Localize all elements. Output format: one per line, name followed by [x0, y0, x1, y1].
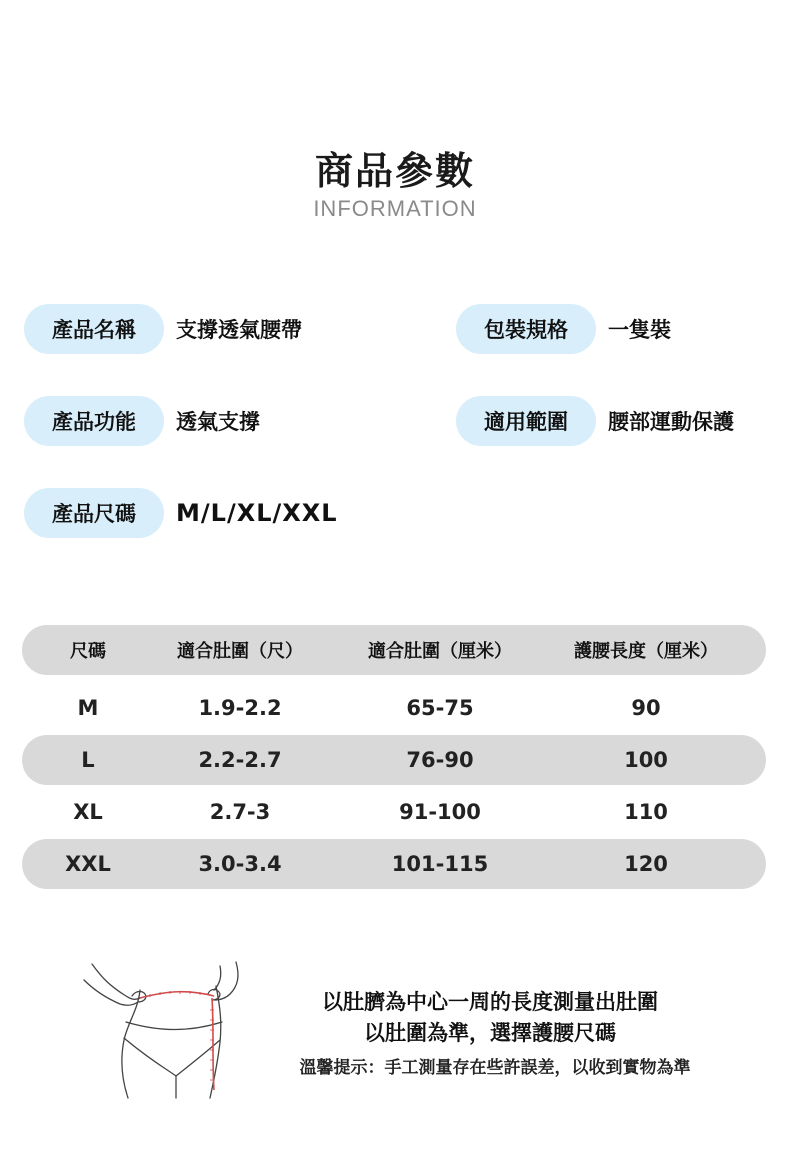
table-cell: 2.7-3 — [209, 800, 271, 824]
table-cell: 1.9-2.2 — [198, 696, 282, 720]
table-cell: M — [77, 696, 99, 720]
packaging-value: 一隻裝 — [608, 318, 671, 342]
info-size — [24, 488, 338, 538]
page-subtitle: INFORMATION — [313, 196, 477, 221]
table-cell: 91-100 — [399, 800, 481, 824]
table-cell: 76-90 — [406, 748, 474, 772]
table-cell: 110 — [624, 800, 668, 824]
table-row — [22, 683, 766, 733]
table-header-cell: 護腰長度（厘米） — [574, 641, 718, 662]
table-cell: 90 — [631, 696, 661, 720]
size-label: 產品尺碼 — [24, 488, 164, 538]
table-cell: 120 — [624, 852, 668, 876]
table-cell: 3.0-3.4 — [198, 852, 282, 876]
table-cell: 100 — [624, 748, 668, 772]
scope-label: 適用範圍 — [456, 396, 596, 446]
table-row — [22, 735, 766, 785]
product-name-label: 產品名稱 — [24, 304, 164, 354]
table-header-row — [22, 625, 766, 675]
measure-tip: 溫馨提示：手工測量存在些許誤差，以收到實物為準 — [299, 1058, 691, 1078]
table-cell: 65-75 — [406, 696, 474, 720]
table-cell: 101-115 — [391, 852, 489, 876]
info-function — [24, 396, 260, 446]
table-row — [22, 787, 766, 837]
function-value: 透氣支撐 — [176, 410, 260, 434]
info-packaging — [456, 304, 671, 354]
size-table — [22, 625, 766, 891]
table-row — [22, 839, 766, 889]
waist-measure-illustration — [80, 960, 250, 1100]
measure-instruction-2: 以肚圍為準，選擇護腰尺碼 — [364, 1021, 616, 1045]
function-label: 產品功能 — [24, 396, 164, 446]
waist-measure-icon — [80, 960, 250, 1100]
info-scope — [456, 396, 734, 446]
page-title: 商品參數 — [314, 149, 475, 193]
table-cell: L — [81, 748, 95, 772]
scope-value: 腰部運動保護 — [608, 410, 734, 434]
measure-instruction-1: 以肚臍為中心一周的長度測量出肚圍 — [322, 990, 658, 1014]
table-header-cell: 適合肚圍（厘米） — [368, 641, 512, 662]
table-header-cell: 適合肚圍（尺） — [177, 641, 303, 662]
size-value: M/L/XL/XXL — [176, 499, 338, 527]
table-cell: 2.2-2.7 — [198, 748, 282, 772]
table-cell: XL — [73, 800, 103, 824]
table-header-cell: 尺碼 — [70, 641, 106, 662]
product-name-value: 支撐透氣腰帶 — [176, 318, 302, 342]
info-product-name — [24, 304, 302, 354]
table-cell: XXL — [65, 852, 111, 876]
packaging-label: 包裝規格 — [456, 304, 596, 354]
